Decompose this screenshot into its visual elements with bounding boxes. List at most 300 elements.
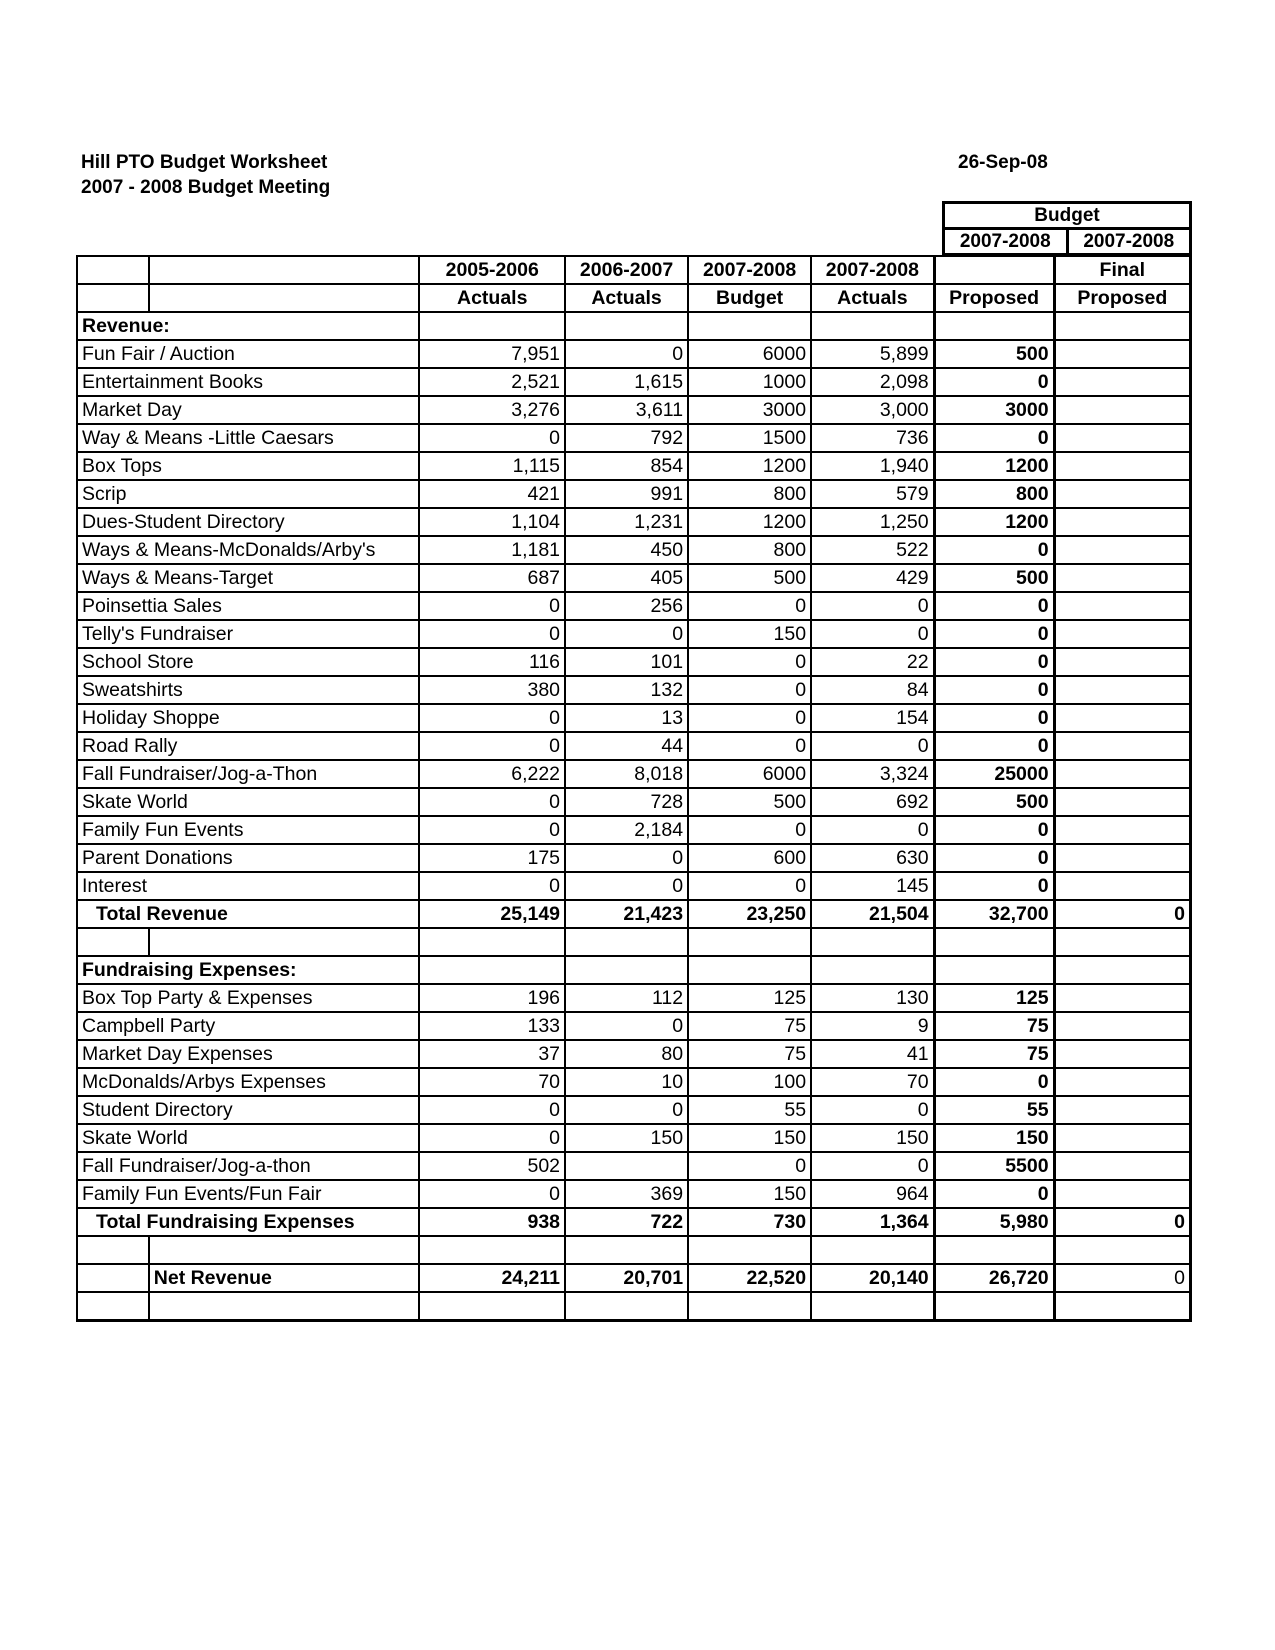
row-label: Dues-Student Directory	[77, 508, 419, 536]
value-cell: 500	[934, 788, 1054, 816]
value-cell: 522	[811, 536, 934, 564]
row-label: Box Top Party & Expenses	[77, 984, 419, 1012]
value-cell	[1054, 760, 1190, 788]
value-cell: 722	[565, 1208, 688, 1236]
value-cell: 7,951	[419, 340, 565, 368]
row-label: Family Fun Events/Fun Fair	[77, 1180, 419, 1208]
value-cell: 3,324	[811, 760, 934, 788]
value-cell: 854	[565, 452, 688, 480]
value-cell: 0	[419, 592, 565, 620]
empty-cell	[934, 928, 1054, 956]
value-cell: 0	[934, 676, 1054, 704]
empty-cell	[77, 1264, 149, 1292]
row-label: Student Directory	[77, 1096, 419, 1124]
empty-cell	[565, 928, 688, 956]
value-cell: 70	[419, 1068, 565, 1096]
value-cell: 0	[565, 1012, 688, 1040]
expense-row	[77, 1068, 1191, 1096]
row-label: Fall Fundraiser/Jog-a-thon	[77, 1152, 419, 1180]
value-cell: 8,018	[565, 760, 688, 788]
final-year-label: 2007-2008	[1067, 229, 1191, 255]
empty-cell	[1054, 312, 1190, 340]
empty-cell	[565, 312, 688, 340]
value-cell: 100	[688, 1068, 811, 1096]
row-label: Total Fundraising Expenses	[77, 1208, 419, 1236]
expense-row	[77, 1180, 1191, 1208]
section-heading: Fundraising Expenses:	[77, 956, 419, 984]
value-cell: 125	[934, 984, 1054, 1012]
value-cell: 0	[688, 676, 811, 704]
value-cell: 500	[688, 788, 811, 816]
value-cell	[1054, 732, 1190, 760]
value-cell: 1,104	[419, 508, 565, 536]
expense-row	[77, 1124, 1191, 1152]
value-cell: 0	[934, 648, 1054, 676]
revenue-row	[77, 396, 1191, 424]
section-heading: Revenue:	[77, 312, 419, 340]
value-cell: 22	[811, 648, 934, 676]
value-cell: 84	[811, 676, 934, 704]
value-cell: 0	[934, 620, 1054, 648]
empty-cell	[149, 928, 420, 956]
value-cell: 380	[419, 676, 565, 704]
value-cell: 1,115	[419, 452, 565, 480]
value-cell: 0	[419, 788, 565, 816]
empty-cell	[688, 956, 811, 984]
value-cell: 75	[688, 1040, 811, 1068]
value-cell: 687	[419, 564, 565, 592]
value-cell: 0	[419, 1096, 565, 1124]
value-cell: 1,615	[565, 368, 688, 396]
value-cell: 450	[565, 536, 688, 564]
value-cell: 20,140	[811, 1264, 934, 1292]
value-cell	[1054, 536, 1190, 564]
empty-cell	[688, 1236, 811, 1264]
row-label: School Store	[77, 648, 419, 676]
value-cell: 0	[419, 1124, 565, 1152]
value-cell: 10	[565, 1068, 688, 1096]
value-cell: 101	[565, 648, 688, 676]
value-cell: 3000	[688, 396, 811, 424]
revenue-row	[77, 816, 1191, 844]
value-cell: 500	[934, 564, 1054, 592]
value-cell: 20,701	[565, 1264, 688, 1292]
row-label: Campbell Party	[77, 1012, 419, 1040]
value-cell: 0	[934, 536, 1054, 564]
value-cell: 0	[565, 1096, 688, 1124]
value-cell: 800	[934, 480, 1054, 508]
empty-cell	[688, 1292, 811, 1321]
value-cell	[1054, 1012, 1190, 1040]
value-cell: 0	[811, 592, 934, 620]
value-cell: 2,098	[811, 368, 934, 396]
value-cell: 0	[688, 732, 811, 760]
value-cell: 0	[565, 340, 688, 368]
value-cell	[1054, 844, 1190, 872]
value-cell	[1054, 368, 1190, 396]
revenue-row	[77, 592, 1191, 620]
value-cell: 736	[811, 424, 934, 452]
value-cell: 800	[688, 536, 811, 564]
value-cell: 0	[1054, 1208, 1190, 1236]
budget-column-group-header	[942, 201, 1192, 256]
col-header-label: Proposed	[934, 284, 1054, 312]
col-header-year	[934, 256, 1054, 284]
revenue-row	[77, 508, 1191, 536]
value-cell: 0	[688, 872, 811, 900]
worksheet-date: 26-Sep-08	[958, 152, 1048, 173]
value-cell	[1054, 396, 1190, 424]
value-cell: 0	[688, 648, 811, 676]
value-cell: 145	[811, 872, 934, 900]
value-cell: 964	[811, 1180, 934, 1208]
value-cell: 0	[688, 1152, 811, 1180]
value-cell: 0	[419, 620, 565, 648]
col-header-label: Actuals	[419, 284, 565, 312]
row-label: Road Rally	[77, 732, 419, 760]
empty-cell	[934, 312, 1054, 340]
empty-cell	[1054, 1292, 1190, 1321]
value-cell: 800	[688, 480, 811, 508]
empty-cell	[934, 1292, 1054, 1321]
value-cell: 70	[811, 1068, 934, 1096]
value-cell	[1054, 1124, 1190, 1152]
col-header-label: Budget	[688, 284, 811, 312]
value-cell: 44	[565, 732, 688, 760]
value-cell	[1054, 648, 1190, 676]
value-cell: 150	[688, 620, 811, 648]
revenue-row	[77, 368, 1191, 396]
value-cell: 405	[565, 564, 688, 592]
value-cell: 0	[1054, 900, 1190, 928]
value-cell: 132	[565, 676, 688, 704]
row-label: Fall Fundraiser/Jog-a-Thon	[77, 760, 419, 788]
value-cell: 0	[934, 844, 1054, 872]
value-cell	[1054, 620, 1190, 648]
value-cell: 692	[811, 788, 934, 816]
value-cell	[1054, 1040, 1190, 1068]
revenue-row	[77, 872, 1191, 900]
value-cell: 2,184	[565, 816, 688, 844]
value-cell: 1,250	[811, 508, 934, 536]
value-cell: 22,520	[688, 1264, 811, 1292]
value-cell: 26,720	[934, 1264, 1054, 1292]
value-cell: 1,940	[811, 452, 934, 480]
value-cell: 6000	[688, 340, 811, 368]
empty-cell	[149, 1236, 420, 1264]
value-cell: 1200	[934, 452, 1054, 480]
value-cell: 0	[419, 424, 565, 452]
value-cell: 112	[565, 984, 688, 1012]
revenue-row	[77, 424, 1191, 452]
col-header-year: 2006-2007	[565, 256, 688, 284]
row-label: Market Day	[77, 396, 419, 424]
value-cell: 938	[419, 1208, 565, 1236]
row-label: McDonalds/Arbys Expenses	[77, 1068, 419, 1096]
revenue-row	[77, 340, 1191, 368]
value-cell: 500	[934, 340, 1054, 368]
revenue-row	[77, 704, 1191, 732]
expenses-heading-row	[77, 956, 1191, 984]
value-cell	[1054, 704, 1190, 732]
value-cell: 3,611	[565, 396, 688, 424]
row-label: Poinsettia Sales	[77, 592, 419, 620]
empty-cell	[419, 956, 565, 984]
empty-cell	[565, 1236, 688, 1264]
value-cell: 0	[419, 1180, 565, 1208]
value-cell: 0	[688, 704, 811, 732]
value-cell	[1054, 564, 1190, 592]
value-cell	[1054, 340, 1190, 368]
empty-cell	[811, 312, 934, 340]
value-cell: 75	[934, 1040, 1054, 1068]
row-label: Telly's Fundraiser	[77, 620, 419, 648]
row-label: Market Day Expenses	[77, 1040, 419, 1068]
empty-cell	[565, 1292, 688, 1321]
row-label: Ways & Means-McDonalds/Arby's	[77, 536, 419, 564]
empty-cell	[565, 956, 688, 984]
expense-row	[77, 984, 1191, 1012]
value-cell: 80	[565, 1040, 688, 1068]
value-cell: 1200	[688, 452, 811, 480]
value-cell: 1,231	[565, 508, 688, 536]
value-cell: 133	[419, 1012, 565, 1040]
empty-cell	[811, 1292, 934, 1321]
value-cell: 1,364	[811, 1208, 934, 1236]
value-cell: 0	[934, 1180, 1054, 1208]
empty-cell	[1054, 1236, 1190, 1264]
value-cell: 21,423	[565, 900, 688, 928]
value-cell	[1054, 984, 1190, 1012]
value-cell: 150	[934, 1124, 1054, 1152]
value-cell: 2,521	[419, 368, 565, 396]
value-cell: 150	[688, 1124, 811, 1152]
value-cell: 792	[565, 424, 688, 452]
empty-cell	[811, 956, 934, 984]
value-cell: 41	[811, 1040, 934, 1068]
value-cell: 728	[565, 788, 688, 816]
value-cell: 5,899	[811, 340, 934, 368]
value-cell: 0	[688, 816, 811, 844]
value-cell: 116	[419, 648, 565, 676]
total-revenue-row	[77, 900, 1191, 928]
value-cell	[1054, 816, 1190, 844]
net-revenue-row	[77, 1264, 1191, 1292]
value-cell: 154	[811, 704, 934, 732]
value-cell: 630	[811, 844, 934, 872]
row-label: Holiday Shoppe	[77, 704, 419, 732]
row-label: Sweatshirts	[77, 676, 419, 704]
col-header-year: 2005-2006	[419, 256, 565, 284]
meeting-subtitle: 2007 - 2008 Budget Meeting	[81, 177, 331, 198]
row-label: Way & Means -Little Caesars	[77, 424, 419, 452]
col-header-label: Proposed	[1054, 284, 1190, 312]
value-cell: 3,000	[811, 396, 934, 424]
row-label: Fun Fair / Auction	[77, 340, 419, 368]
value-cell: 0	[419, 732, 565, 760]
expense-row	[77, 1040, 1191, 1068]
value-cell: 0	[811, 620, 934, 648]
empty-cell	[77, 1292, 149, 1321]
value-cell: 21,504	[811, 900, 934, 928]
value-cell: 175	[419, 844, 565, 872]
col-header-year: 2007-2008	[811, 256, 934, 284]
revenue-row	[77, 648, 1191, 676]
value-cell	[1054, 480, 1190, 508]
value-cell: 9	[811, 1012, 934, 1040]
col-header-label: Actuals	[565, 284, 688, 312]
revenue-row	[77, 620, 1191, 648]
value-cell: 5,980	[934, 1208, 1054, 1236]
empty-cell	[419, 1236, 565, 1264]
row-label: Ways & Means-Target	[77, 564, 419, 592]
value-cell: 991	[565, 480, 688, 508]
value-cell: 0	[934, 704, 1054, 732]
row-label: Skate World	[77, 788, 419, 816]
row-label: Box Tops	[77, 452, 419, 480]
revenue-row	[77, 732, 1191, 760]
value-cell	[565, 1152, 688, 1180]
value-cell: 25000	[934, 760, 1054, 788]
column-label-row	[77, 284, 1191, 312]
value-cell: 196	[419, 984, 565, 1012]
row-label: Interest	[77, 872, 419, 900]
empty-cell	[77, 928, 149, 956]
row-label: Skate World	[77, 1124, 419, 1152]
value-cell: 0	[565, 872, 688, 900]
value-cell	[1054, 592, 1190, 620]
value-cell	[1054, 1096, 1190, 1124]
value-cell: 125	[688, 984, 811, 1012]
value-cell	[1054, 508, 1190, 536]
value-cell	[1054, 424, 1190, 452]
value-cell	[1054, 1152, 1190, 1180]
value-cell: 579	[811, 480, 934, 508]
value-cell: 75	[934, 1012, 1054, 1040]
empty-cell	[688, 312, 811, 340]
value-cell: 0	[419, 816, 565, 844]
net-revenue-label: Net Revenue	[149, 1264, 420, 1292]
empty-cell	[934, 1236, 1054, 1264]
value-cell: 0	[934, 816, 1054, 844]
value-cell: 3000	[934, 396, 1054, 424]
value-cell	[1054, 872, 1190, 900]
value-cell: 5500	[934, 1152, 1054, 1180]
value-cell: 0	[565, 844, 688, 872]
spacer-row	[77, 928, 1191, 956]
value-cell: 3,276	[419, 396, 565, 424]
value-cell: 369	[565, 1180, 688, 1208]
spacer-row	[77, 1236, 1191, 1264]
value-cell: 0	[934, 1068, 1054, 1096]
value-cell: 0	[934, 732, 1054, 760]
value-cell: 0	[934, 872, 1054, 900]
row-label: Total Revenue	[77, 900, 419, 928]
value-cell: 1500	[688, 424, 811, 452]
value-cell: 600	[688, 844, 811, 872]
empty-cell	[149, 1292, 420, 1321]
value-cell: 0	[565, 620, 688, 648]
row-label: Entertainment Books	[77, 368, 419, 396]
col-header-year: 2007-2008	[688, 256, 811, 284]
value-cell: 730	[688, 1208, 811, 1236]
revenue-heading-row	[77, 312, 1191, 340]
empty-cell	[77, 1236, 149, 1264]
value-cell: 0	[1054, 1264, 1190, 1292]
value-cell: 1,181	[419, 536, 565, 564]
bottom-row	[77, 1292, 1191, 1321]
value-cell: 1200	[688, 508, 811, 536]
value-cell: 421	[419, 480, 565, 508]
value-cell: 55	[934, 1096, 1054, 1124]
value-cell: 13	[565, 704, 688, 732]
empty-cell	[688, 928, 811, 956]
value-cell: 150	[811, 1124, 934, 1152]
value-cell: 1200	[934, 508, 1054, 536]
revenue-row	[77, 760, 1191, 788]
row-label: Scrip	[77, 480, 419, 508]
budget-group-label: Budget	[944, 203, 1191, 229]
col-header-label: Actuals	[811, 284, 934, 312]
value-cell: 256	[565, 592, 688, 620]
column-year-row	[77, 256, 1191, 284]
value-cell: 0	[419, 872, 565, 900]
value-cell: 502	[419, 1152, 565, 1180]
value-cell: 150	[565, 1124, 688, 1152]
row-label: Parent Donations	[77, 844, 419, 872]
value-cell: 130	[811, 984, 934, 1012]
empty-cell	[419, 928, 565, 956]
value-cell: 55	[688, 1096, 811, 1124]
value-cell: 150	[688, 1180, 811, 1208]
value-cell: 500	[688, 564, 811, 592]
value-cell: 25,149	[419, 900, 565, 928]
value-cell	[1054, 1180, 1190, 1208]
empty-cell	[419, 312, 565, 340]
value-cell: 24,211	[419, 1264, 565, 1292]
value-cell	[1054, 676, 1190, 704]
value-cell: 0	[934, 424, 1054, 452]
total-expenses-row	[77, 1208, 1191, 1236]
value-cell: 75	[688, 1012, 811, 1040]
expense-row	[77, 1152, 1191, 1180]
revenue-row	[77, 844, 1191, 872]
expense-row	[77, 1096, 1191, 1124]
value-cell: 429	[811, 564, 934, 592]
row-label: Family Fun Events	[77, 816, 419, 844]
budget-worksheet-table	[76, 255, 1192, 1322]
empty-cell	[811, 928, 934, 956]
value-cell: 6000	[688, 760, 811, 788]
value-cell	[1054, 1068, 1190, 1096]
empty-cell	[811, 1236, 934, 1264]
revenue-row	[77, 480, 1191, 508]
value-cell: 0	[811, 816, 934, 844]
value-cell: 6,222	[419, 760, 565, 788]
revenue-row	[77, 452, 1191, 480]
revenue-row	[77, 676, 1191, 704]
value-cell	[1054, 788, 1190, 816]
value-cell: 0	[419, 704, 565, 732]
expense-row	[77, 1012, 1191, 1040]
value-cell: 0	[811, 732, 934, 760]
value-cell: 1000	[688, 368, 811, 396]
revenue-row	[77, 536, 1191, 564]
col-header-final: Final	[1054, 256, 1190, 284]
empty-cell	[934, 956, 1054, 984]
value-cell	[1054, 452, 1190, 480]
value-cell: 0	[688, 592, 811, 620]
